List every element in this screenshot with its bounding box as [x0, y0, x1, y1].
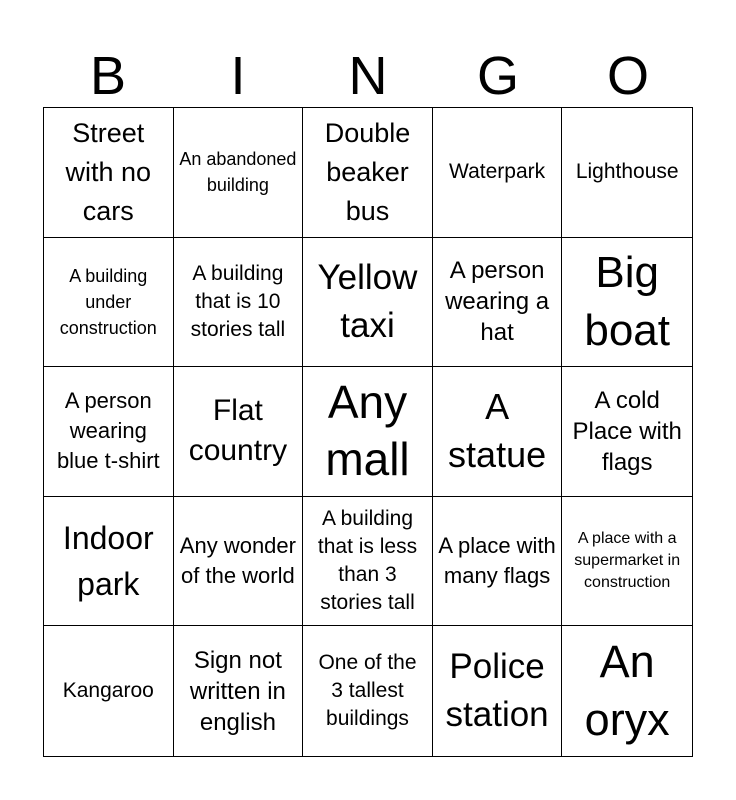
bingo-cell[interactable]: [433, 367, 563, 497]
cell-label: Indoor park: [62, 520, 154, 603]
cell-label: Waterpark: [449, 160, 546, 184]
bingo-cell[interactable]: [433, 626, 563, 756]
bingo-cell[interactable]: [433, 497, 563, 627]
bingo-cell[interactable]: [562, 497, 692, 627]
cell-label: Street with no cars: [65, 117, 152, 226]
cell-label: An abandoned building: [179, 149, 297, 196]
header-letter-n: N: [348, 46, 388, 106]
bingo-header: [43, 44, 693, 108]
bingo-cell[interactable]: [562, 238, 692, 368]
cell-label: A building that is less than 3 stories tall: [317, 507, 418, 615]
bingo-cell[interactable]: [433, 108, 563, 238]
header-letter-g: G: [476, 46, 519, 106]
bingo-cell[interactable]: [44, 238, 174, 368]
bingo-cell[interactable]: [433, 238, 563, 368]
cell-label: A place with many flags: [438, 533, 556, 589]
cell-label: Flat country: [188, 394, 288, 468]
cell-label: An oryx: [584, 636, 670, 746]
cell-label: One of the 3 tallest buildings: [318, 651, 417, 731]
cell-label: A building under construction: [59, 265, 157, 338]
cell-label: Sign not written in english: [189, 646, 286, 736]
cell-label: Kangaroo: [62, 679, 154, 703]
bingo-cell[interactable]: [174, 238, 304, 368]
bingo-cell[interactable]: [562, 626, 692, 756]
cell-label: A cold Place with flags: [572, 386, 682, 476]
bingo-board: [43, 107, 693, 757]
bingo-cell[interactable]: [174, 108, 304, 238]
header-letter-i: I: [230, 46, 246, 106]
cell-label: Yellow taxi: [317, 257, 418, 345]
bingo-cell[interactable]: [562, 367, 692, 497]
cell-label: A person wearing a hat: [445, 257, 550, 347]
header-letter-b: B: [89, 46, 127, 106]
bingo-cell[interactable]: [44, 108, 174, 238]
cell-label: Any mall: [325, 376, 410, 486]
bingo-cell[interactable]: [303, 367, 433, 497]
bingo-cell[interactable]: [303, 497, 433, 627]
bingo-cell[interactable]: [303, 626, 433, 756]
bingo-cell[interactable]: [44, 367, 174, 497]
cell-label: A place with a supermarket in construction: [574, 530, 681, 592]
cell-label: Double beaker bus: [324, 117, 411, 226]
bingo-cell[interactable]: [174, 626, 304, 756]
bingo-cell[interactable]: [303, 108, 433, 238]
bingo-cell[interactable]: [44, 626, 174, 756]
bingo-cell[interactable]: [303, 238, 433, 368]
bingo-cell[interactable]: [562, 108, 692, 238]
bingo-cell[interactable]: [174, 367, 304, 497]
bingo-cell[interactable]: [44, 497, 174, 627]
cell-label: Big boat: [584, 247, 670, 355]
header-letter-o: O: [606, 46, 649, 106]
cell-label: A building that is 10 stories tall: [190, 261, 286, 341]
cell-label: A person wearing blue t-shirt: [56, 388, 160, 474]
cell-label: Police station: [445, 647, 549, 735]
cell-label: Lighthouse: [575, 160, 679, 184]
cell-label: A statue: [448, 386, 547, 476]
bingo-cell[interactable]: [174, 497, 304, 627]
cell-label: Any wonder of the world: [179, 533, 296, 589]
